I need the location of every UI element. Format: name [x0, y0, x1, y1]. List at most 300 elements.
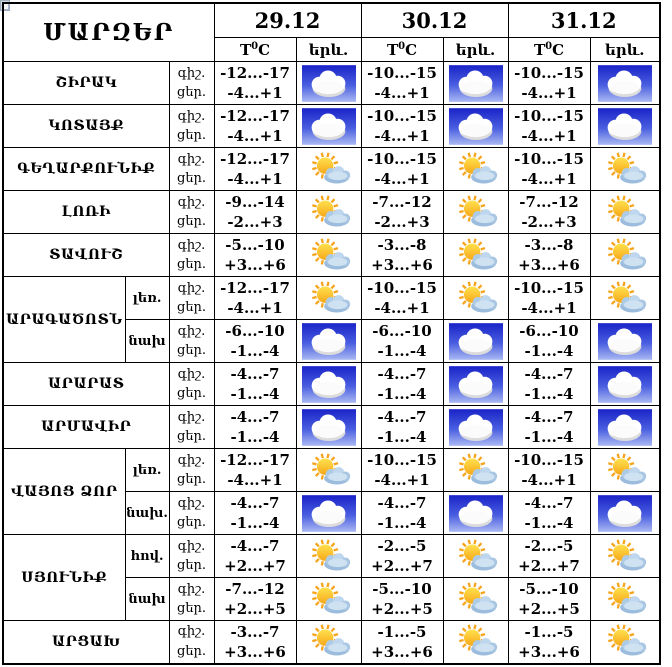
night-day-label-cell: [169, 578, 214, 621]
phenomenon-col-header: երև.: [296, 38, 361, 62]
temperature-cell: [508, 449, 590, 492]
subregion-cell: լեռ.: [125, 449, 169, 492]
temperature-cell: [214, 320, 296, 363]
day-temp: +2...+5: [224, 600, 286, 618]
night-temp: -3...-7: [230, 622, 280, 641]
day-label: ցեր.: [176, 558, 207, 573]
sun-cloud-icon: [449, 623, 503, 660]
day-label: ցեր.: [176, 257, 207, 272]
day-temp: -1...-4: [524, 385, 574, 403]
temp-label-sup: 0: [398, 40, 406, 52]
day-temp: -1...-4: [377, 342, 427, 360]
weather-icon-cell: [296, 62, 361, 105]
temperature-cell: [508, 277, 590, 320]
table-header: [3, 3, 660, 62]
night-temp: -10...-15: [514, 450, 584, 469]
weather-icon-cell: [443, 277, 508, 320]
night-temp: -10...-15: [367, 63, 437, 82]
temperature-cell: [508, 578, 590, 621]
day-temp: -2...+3: [374, 213, 430, 231]
night-temp: -10...-15: [367, 278, 437, 297]
forecast-table: [2, 2, 661, 665]
temperature-cell: [361, 449, 443, 492]
region-cell: ԱՐԱՐԱՏ: [3, 363, 169, 406]
table-row: [3, 406, 660, 449]
night-temp: -10...-15: [514, 278, 584, 297]
sun-cloud-icon: [598, 581, 652, 618]
weather-icon-cell: [296, 449, 361, 492]
weather-icon-cell: [443, 320, 508, 363]
temperature-cell: [361, 535, 443, 578]
day-temp: -4...+1: [227, 299, 283, 317]
sun-cloud-icon: [302, 151, 356, 188]
temperature-cell: [214, 191, 296, 234]
region-cell: ԿՈՏԱՅՔ: [3, 105, 169, 148]
night-day-label-cell: [169, 449, 214, 492]
day-temp: -4...+1: [227, 471, 283, 489]
night-day-label-cell: [169, 105, 214, 148]
region-cell: ՏԱՎՈՒՇ: [3, 234, 169, 277]
night-label: գիշ.: [177, 366, 206, 382]
temperature-cell: [508, 191, 590, 234]
temp-col-header: [214, 38, 296, 62]
cloud-icon: [449, 323, 503, 360]
sun-cloud-icon: [302, 623, 356, 660]
weather-icon-cell: [443, 621, 508, 664]
sun-cloud-icon: [598, 151, 652, 188]
night-temp: -12...-17: [220, 63, 290, 82]
weather-icon-cell: [296, 148, 361, 191]
weather-icon-cell: [590, 406, 660, 449]
day-temp: -4...+1: [374, 299, 430, 317]
temperature-cell: [508, 535, 590, 578]
night-temp: -2...-5: [377, 536, 427, 555]
sun-cloud-icon: [302, 452, 356, 489]
region-cell: ՇԻՐԱԿ: [3, 62, 169, 105]
night-temp: -4...-7: [524, 407, 574, 426]
table-row: [3, 148, 660, 191]
cloud-icon: [449, 409, 503, 446]
day-temp: -4...+1: [374, 170, 430, 188]
weather-icon-cell: [443, 148, 508, 191]
temp-col-header: [361, 38, 443, 62]
subregion-cell: նախ.: [125, 492, 169, 535]
night-day-label-cell: [169, 277, 214, 320]
sun-cloud-icon: [302, 194, 356, 231]
forecast-rows: [3, 62, 660, 664]
day-temp: +2...+7: [224, 557, 286, 575]
temperature-cell: [508, 320, 590, 363]
region-cell: ՎԱՅՈՑ ՁՈՐ: [3, 449, 125, 535]
sun-cloud-icon: [449, 581, 503, 618]
night-temp: -12...-17: [220, 149, 290, 168]
temp-col-header: [508, 38, 590, 62]
cloud-icon: [598, 108, 652, 145]
day-label: ցեր.: [176, 643, 207, 659]
region-cell: ԱՐՑԱԽ: [3, 621, 169, 664]
night-day-label-cell: [169, 62, 214, 105]
weather-icon-cell: [296, 621, 361, 664]
temperature-cell: [508, 62, 590, 105]
table-row: [3, 62, 660, 105]
night-day-label-cell: [169, 492, 214, 535]
day-temp: -4...+1: [521, 127, 577, 145]
temp-label-sup: 0: [251, 40, 259, 52]
day-temp: +3...+6: [371, 642, 433, 661]
night-temp: -4...-7: [230, 407, 280, 426]
date-header-30-12: 30.12: [361, 3, 508, 38]
cloud-icon: [449, 108, 503, 145]
day-temp: -4...+1: [521, 471, 577, 489]
weather-icon-cell: [443, 191, 508, 234]
night-day-label-cell: [169, 406, 214, 449]
table-row: [3, 621, 660, 664]
day-temp: -4...+1: [374, 127, 430, 145]
cloud-icon: [302, 65, 356, 102]
day-temp: +2...+7: [518, 557, 580, 575]
weather-icon-cell: [443, 535, 508, 578]
date-header-row: [3, 3, 660, 38]
sun-cloud-icon: [449, 452, 503, 489]
table-row: [3, 535, 660, 578]
weather-icon-cell: [590, 234, 660, 277]
day-temp: -4...+1: [521, 170, 577, 188]
night-label: գիշ.: [177, 581, 206, 597]
temperature-cell: [508, 621, 590, 664]
weather-icon-cell: [443, 492, 508, 535]
night-temp: -4...-7: [377, 364, 427, 383]
day-label: ցեր.: [176, 343, 207, 358]
night-temp: -10...-15: [514, 149, 584, 168]
night-day-label-cell: [169, 621, 214, 664]
temperature-cell: [361, 277, 443, 320]
cloud-icon: [449, 366, 503, 403]
weather-icon-cell: [296, 492, 361, 535]
night-label: գիշ.: [177, 194, 206, 210]
day-label: ցեր.: [176, 472, 207, 487]
night-temp: -12...-17: [220, 450, 290, 469]
temp-label-c: C: [552, 40, 565, 59]
day-label: ցեր.: [176, 171, 207, 186]
temperature-cell: [508, 234, 590, 277]
table-row: [3, 105, 660, 148]
night-label: գիշ.: [177, 495, 206, 511]
cloud-icon: [598, 495, 652, 532]
cloud-icon: [449, 495, 503, 532]
weather-icon-cell: [296, 320, 361, 363]
temperature-cell: [361, 363, 443, 406]
weather-icon-cell: [443, 449, 508, 492]
weather-icon-cell: [443, 234, 508, 277]
weather-icon-cell: [296, 234, 361, 277]
cloud-icon: [598, 409, 652, 446]
temperature-cell: [214, 62, 296, 105]
phenomenon-col-header: երև.: [590, 38, 660, 62]
table-row: [3, 449, 660, 492]
weather-icon-cell: [590, 363, 660, 406]
night-temp: -9...-14: [225, 192, 285, 211]
day-label: ցեր.: [176, 601, 207, 616]
weather-icon-cell: [590, 578, 660, 621]
region-cell: ՍՅՈՒՆԻՔ: [3, 535, 125, 621]
day-temp: +2...+7: [371, 557, 433, 575]
night-temp: -4...-7: [377, 493, 427, 512]
sun-cloud-icon: [598, 623, 652, 660]
day-label: ցեր.: [176, 214, 207, 229]
day-temp: -2...+3: [227, 213, 283, 231]
day-temp: -1...-4: [524, 514, 574, 532]
weather-icon-cell: [296, 105, 361, 148]
night-temp: -4...-7: [230, 493, 280, 512]
day-temp: -4...+1: [374, 471, 430, 489]
cloud-icon: [598, 65, 652, 102]
temperature-cell: [214, 578, 296, 621]
region-cell: ԱՐՄԱՎԻՐ: [3, 406, 169, 449]
date-header-29-12: 29.12: [214, 3, 361, 38]
temperature-cell: [508, 492, 590, 535]
weather-icon-cell: [590, 191, 660, 234]
day-label: ցեր.: [176, 128, 207, 143]
sun-cloud-icon: [449, 151, 503, 188]
night-temp: -12...-17: [220, 278, 290, 297]
temperature-cell: [361, 191, 443, 234]
night-temp: -4...-7: [230, 536, 280, 555]
sun-cloud-icon: [302, 581, 356, 618]
weather-icon-cell: [443, 105, 508, 148]
table-row: [3, 191, 660, 234]
weather-icon-cell: [590, 492, 660, 535]
cloud-icon: [302, 495, 356, 532]
temp-label-sup: 0: [545, 40, 553, 52]
night-label: գիշ.: [177, 409, 206, 425]
cloud-icon: [598, 323, 652, 360]
night-temp: -6...-10: [372, 321, 432, 340]
sun-cloud-icon: [449, 194, 503, 231]
day-temp: -1...-4: [230, 385, 280, 403]
day-temp: -1...-4: [377, 514, 427, 532]
day-temp: -1...-4: [230, 342, 280, 360]
day-label: ցեր.: [176, 515, 207, 530]
night-day-label-cell: [169, 148, 214, 191]
day-temp: -1...-4: [377, 428, 427, 446]
temperature-cell: [214, 234, 296, 277]
day-label: ցեր.: [176, 386, 207, 401]
day-temp: +2...+5: [371, 600, 433, 618]
temperature-cell: [214, 363, 296, 406]
night-label: գիշ.: [177, 280, 206, 296]
night-temp: -4...-7: [524, 493, 574, 512]
sun-cloud-icon: [302, 538, 356, 575]
night-temp: -3...-8: [524, 235, 574, 254]
temperature-cell: [214, 148, 296, 191]
night-temp: -10...-15: [514, 106, 584, 125]
night-temp: -1...-5: [524, 622, 574, 641]
night-temp: -7...-12: [225, 579, 285, 598]
day-temp: -4...+1: [374, 84, 430, 102]
day-label: ցեր.: [176, 85, 207, 100]
night-temp: -4...-7: [377, 407, 427, 426]
night-temp: -6...-10: [519, 321, 579, 340]
night-temp: -6...-10: [225, 321, 285, 340]
weather-icon-cell: [590, 449, 660, 492]
day-temp: -4...+1: [521, 84, 577, 102]
day-temp: +2...+5: [518, 600, 580, 618]
weather-icon-cell: [590, 148, 660, 191]
region-cell: ԼՈՌԻ: [3, 191, 169, 234]
temperature-cell: [508, 105, 590, 148]
temperature-cell: [361, 320, 443, 363]
night-day-label-cell: [169, 320, 214, 363]
cloud-icon: [302, 409, 356, 446]
night-temp: -4...-7: [230, 364, 280, 383]
weather-icon-cell: [590, 621, 660, 664]
date-header-31-12: 31.12: [508, 3, 660, 38]
table-row: [3, 363, 660, 406]
temperature-cell: [214, 277, 296, 320]
weather-icon-cell: [590, 277, 660, 320]
cloud-icon: [449, 65, 503, 102]
sun-cloud-icon: [449, 538, 503, 575]
table-row: [3, 234, 660, 277]
subregion-cell: հով.: [125, 535, 169, 578]
day-temp: -1...-4: [377, 385, 427, 403]
sun-cloud-icon: [449, 237, 503, 274]
temperature-cell: [508, 363, 590, 406]
table-title: ՄԱՐԶԵՐ: [3, 3, 214, 62]
temperature-cell: [361, 578, 443, 621]
night-day-label-cell: [169, 234, 214, 277]
night-temp: -1...-5: [377, 622, 427, 641]
night-temp: -3...-8: [377, 235, 427, 254]
temp-label-c: C: [405, 40, 418, 59]
temperature-cell: [214, 621, 296, 664]
night-label: գիշ.: [177, 538, 206, 554]
subregion-cell: նախ: [125, 578, 169, 621]
day-temp: +3...+6: [224, 642, 286, 661]
temperature-cell: [361, 62, 443, 105]
cloud-icon: [598, 366, 652, 403]
temperature-cell: [361, 234, 443, 277]
night-temp: -10...-15: [367, 106, 437, 125]
weather-icon-cell: [296, 363, 361, 406]
night-temp: -2...-5: [524, 536, 574, 555]
night-temp: -5...-10: [372, 579, 432, 598]
temp-label-t: T: [533, 40, 546, 59]
day-temp: -1...-4: [230, 514, 280, 532]
day-temp: -2...+3: [521, 213, 577, 231]
day-temp: -1...-4: [230, 428, 280, 446]
temperature-cell: [361, 105, 443, 148]
temp-label-t: T: [386, 40, 399, 59]
night-temp: -4...-7: [524, 364, 574, 383]
temperature-cell: [361, 406, 443, 449]
sun-cloud-icon: [449, 280, 503, 317]
weather-icon-cell: [443, 406, 508, 449]
temperature-cell: [361, 148, 443, 191]
temperature-cell: [214, 535, 296, 578]
temperature-cell: [508, 148, 590, 191]
sun-cloud-icon: [598, 538, 652, 575]
temperature-cell: [361, 492, 443, 535]
day-temp: -4...+1: [227, 84, 283, 102]
day-temp: -4...+1: [521, 299, 577, 317]
night-temp: -10...-15: [514, 63, 584, 82]
weather-icon-cell: [296, 191, 361, 234]
temperature-cell: [214, 492, 296, 535]
weather-icon-cell: [443, 62, 508, 105]
night-day-label-cell: [169, 363, 214, 406]
cloud-icon: [302, 108, 356, 145]
day-temp: -1...-4: [524, 342, 574, 360]
temperature-cell: [214, 406, 296, 449]
cloud-icon: [302, 323, 356, 360]
phenomenon-col-header: երև.: [443, 38, 508, 62]
weather-icon-cell: [590, 62, 660, 105]
night-temp: -10...-15: [367, 149, 437, 168]
night-temp: -12...-17: [220, 106, 290, 125]
night-label: գիշ.: [177, 151, 206, 167]
sun-cloud-icon: [302, 280, 356, 317]
night-temp: -10...-15: [367, 450, 437, 469]
sun-cloud-icon: [598, 237, 652, 274]
temperature-cell: [214, 449, 296, 492]
weather-icon-cell: [443, 363, 508, 406]
weather-icon-cell: [296, 535, 361, 578]
night-day-label-cell: [169, 535, 214, 578]
weather-icon-cell: [590, 105, 660, 148]
temperature-cell: [214, 105, 296, 148]
day-temp: +3...+6: [518, 642, 580, 661]
night-temp: -5...-10: [519, 579, 579, 598]
weather-icon-cell: [296, 277, 361, 320]
weather-icon-cell: [590, 535, 660, 578]
day-temp: +3...+6: [518, 256, 580, 274]
subregion-cell: նախ: [125, 320, 169, 363]
night-label: գիշ.: [177, 237, 206, 253]
weather-icon-cell: [443, 578, 508, 621]
weather-icon-cell: [296, 406, 361, 449]
night-label: գիշ.: [177, 624, 206, 640]
sun-cloud-icon: [302, 237, 356, 274]
temp-label-t: T: [239, 40, 252, 59]
temp-label-c: C: [258, 40, 271, 59]
weather-icon-cell: [590, 320, 660, 363]
day-temp: -4...+1: [227, 170, 283, 188]
day-label: ցեր.: [176, 300, 207, 315]
night-temp: -7...-12: [372, 192, 432, 211]
sun-cloud-icon: [598, 452, 652, 489]
cloud-icon: [302, 366, 356, 403]
weather-icon-cell: [296, 578, 361, 621]
night-label: գիշ.: [177, 65, 206, 81]
region-cell: ԱՐԱԳԱԾՈՏՆ: [3, 277, 125, 363]
subregion-cell: լեռ.: [125, 277, 169, 320]
table-row: [3, 277, 660, 320]
night-temp: -7...-12: [519, 192, 579, 211]
day-temp: -4...+1: [227, 127, 283, 145]
night-label: գիշ.: [177, 452, 206, 468]
sun-cloud-icon: [598, 194, 652, 231]
night-day-label-cell: [169, 191, 214, 234]
day-label: ցեր.: [176, 429, 207, 444]
region-cell: ԳԵՂԱՐՔՈՒՆԻՔ: [3, 148, 169, 191]
day-temp: +3...+6: [224, 256, 286, 274]
night-label: գիշ.: [177, 323, 206, 339]
night-label: գիշ.: [177, 108, 206, 124]
sun-cloud-icon: [598, 280, 652, 317]
day-temp: +3...+6: [371, 256, 433, 274]
day-temp: -1...-4: [524, 428, 574, 446]
